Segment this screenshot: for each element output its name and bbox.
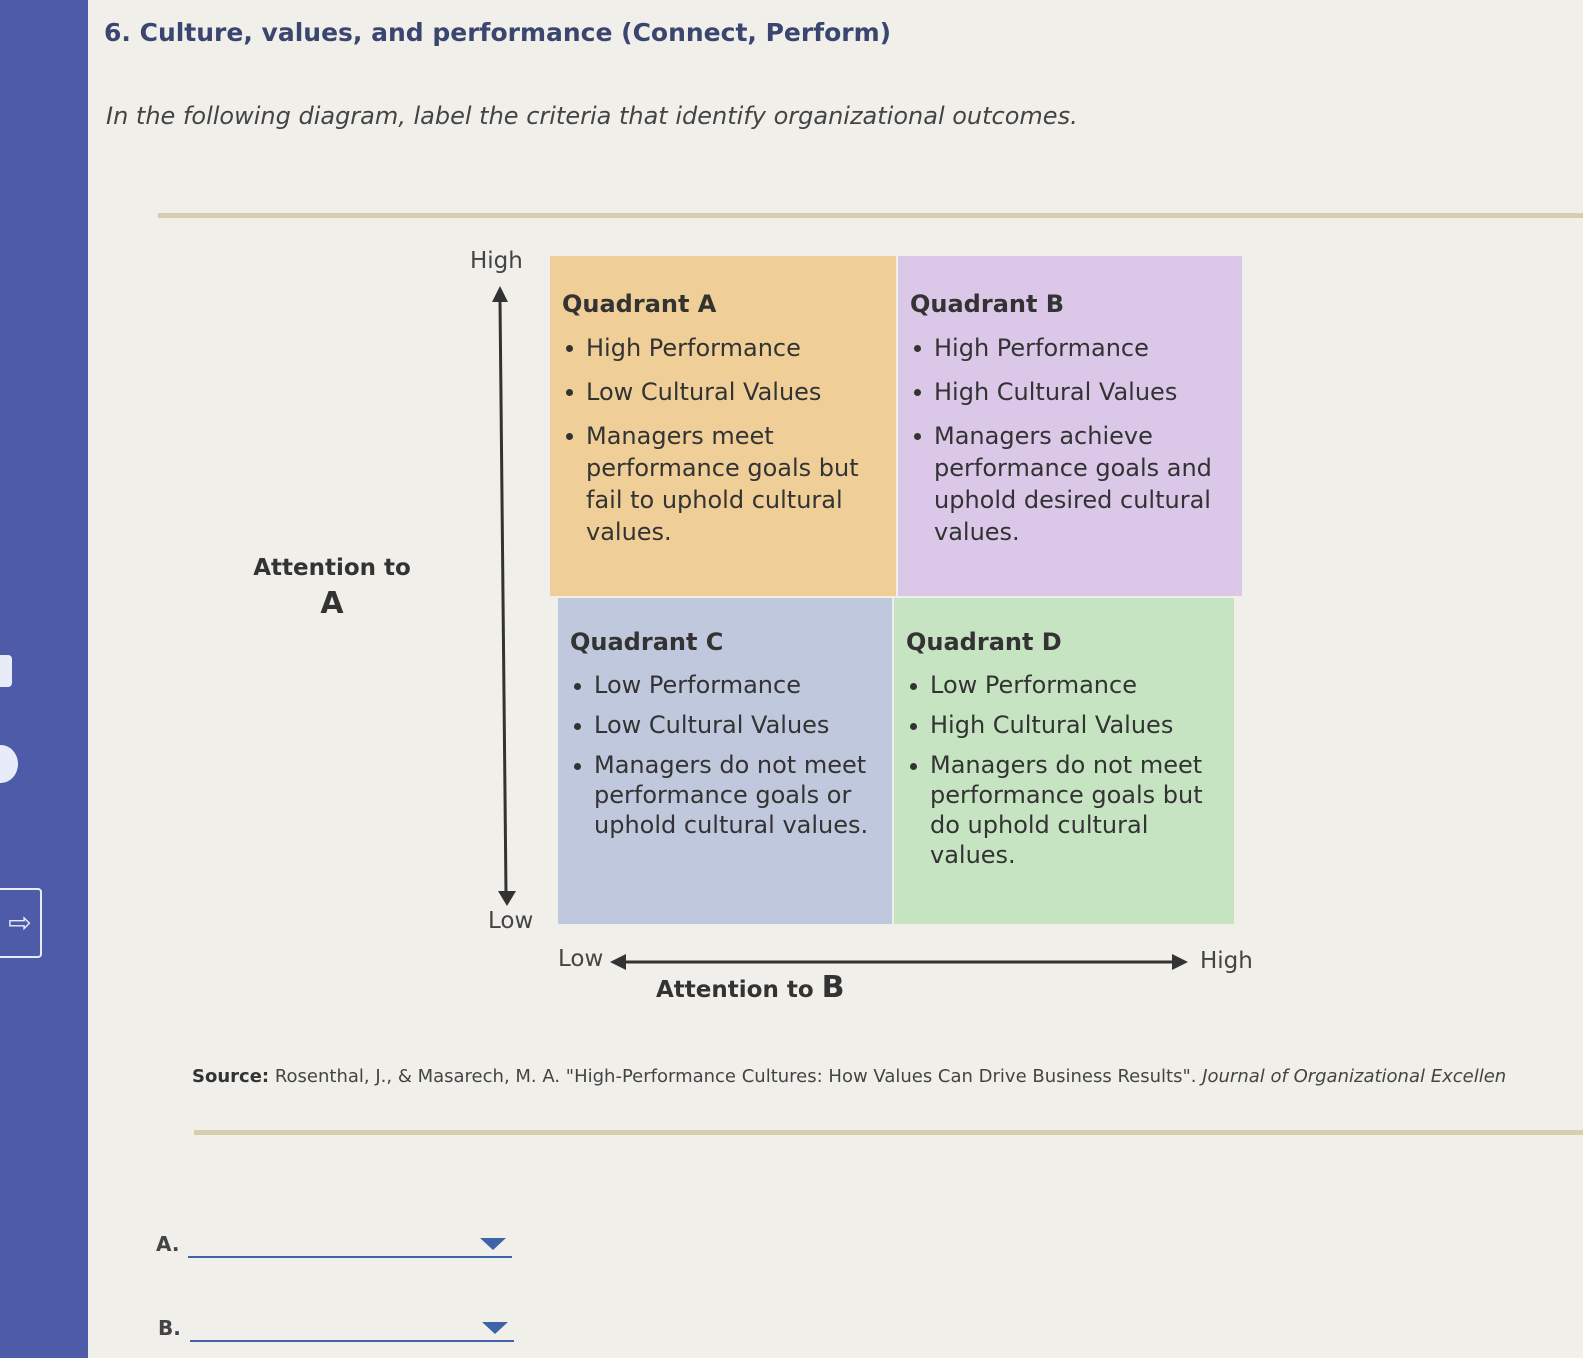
quadrant-d (894, 598, 1234, 924)
quadrant-bullet: Low Cultural Values (570, 710, 878, 740)
divider-bottom (194, 1130, 1583, 1135)
y-axis-arrow-down (498, 891, 516, 906)
quadrant-c (558, 598, 892, 924)
y-axis-title-prefix: Attention to (253, 555, 411, 581)
quadrant-bullets (570, 670, 878, 840)
quadrant-bullet: Low Performance (570, 670, 878, 700)
x-axis-title-prefix: Attention to (656, 977, 814, 1003)
question-title: 6. Culture, values, and performance (Connect, Perform) (104, 18, 892, 47)
quadrant-bullets (906, 670, 1220, 870)
quadrant-title: Quadrant C (570, 628, 724, 656)
source-journal: Journal of Organizational Excellen (1202, 1066, 1507, 1087)
chevron-down-icon[interactable] (480, 1238, 506, 1250)
x-axis-title-letter: B (821, 970, 845, 1005)
answer-b-label: B. (158, 1316, 181, 1340)
y-axis-title (250, 550, 414, 622)
source-label: Source: (192, 1066, 270, 1087)
quadrant-bullet: High Performance (910, 332, 1228, 364)
chevron-down-icon[interactable] (482, 1322, 508, 1334)
answer-a-label: A. (156, 1232, 180, 1256)
answer-a-dropdown[interactable] (188, 1232, 512, 1258)
answer-b-dropdown[interactable] (190, 1316, 514, 1342)
quadrant-bullets (910, 332, 1228, 548)
quadrant-bullet: Managers meet performance goals but fail to uphold cultural values. (562, 420, 882, 548)
y-axis-title-letter: A (320, 586, 344, 621)
quadrant-bullet: High Cultural Values (910, 376, 1228, 408)
quadrant-bullet: Low Cultural Values (562, 376, 882, 408)
x-axis-low-label: Low (558, 946, 604, 972)
source-text: Rosenthal, J., & Masarech, M. A. "High-Performance Cultures: How Values Can Drive Business Results". (274, 1066, 1197, 1087)
quadrant-bullet: Managers achieve performance goals and uphold desired cultural values. (910, 420, 1228, 548)
x-axis-high-label: High (1200, 948, 1253, 974)
quadrant-bullet: High Cultural Values (906, 710, 1220, 740)
quadrant-a (550, 256, 896, 596)
y-axis-high-label: High (470, 248, 523, 274)
quadrant-bullet: High Performance (562, 332, 882, 364)
quadrant-b (898, 256, 1242, 596)
quadrant-title: Quadrant B (910, 290, 1065, 318)
y-axis-line (500, 300, 506, 893)
source-citation (192, 1066, 1583, 1087)
quadrant-title: Quadrant D (906, 628, 1062, 656)
x-axis-title (656, 970, 845, 1005)
quadrant-bullet: Managers do not meet performance goals or uphold cultural values. (570, 750, 878, 840)
x-axis-arrow-left (610, 954, 626, 970)
x-axis-arrow-right (1172, 954, 1188, 970)
exit-arrow-icon[interactable]: ⇨ (0, 888, 42, 958)
y-axis-low-label: Low (488, 908, 534, 934)
quadrant-bullet: Managers do not meet performance goals but do uphold cultural values. (906, 750, 1220, 870)
quadrant-bullets (562, 332, 882, 548)
question-instruction: In the following diagram, label the criteria that identify organizational outcomes. (106, 102, 1078, 130)
y-axis-arrow-up (492, 286, 508, 302)
quadrant-title: Quadrant A (562, 290, 717, 318)
quadrant-bullet: Low Performance (906, 670, 1220, 700)
